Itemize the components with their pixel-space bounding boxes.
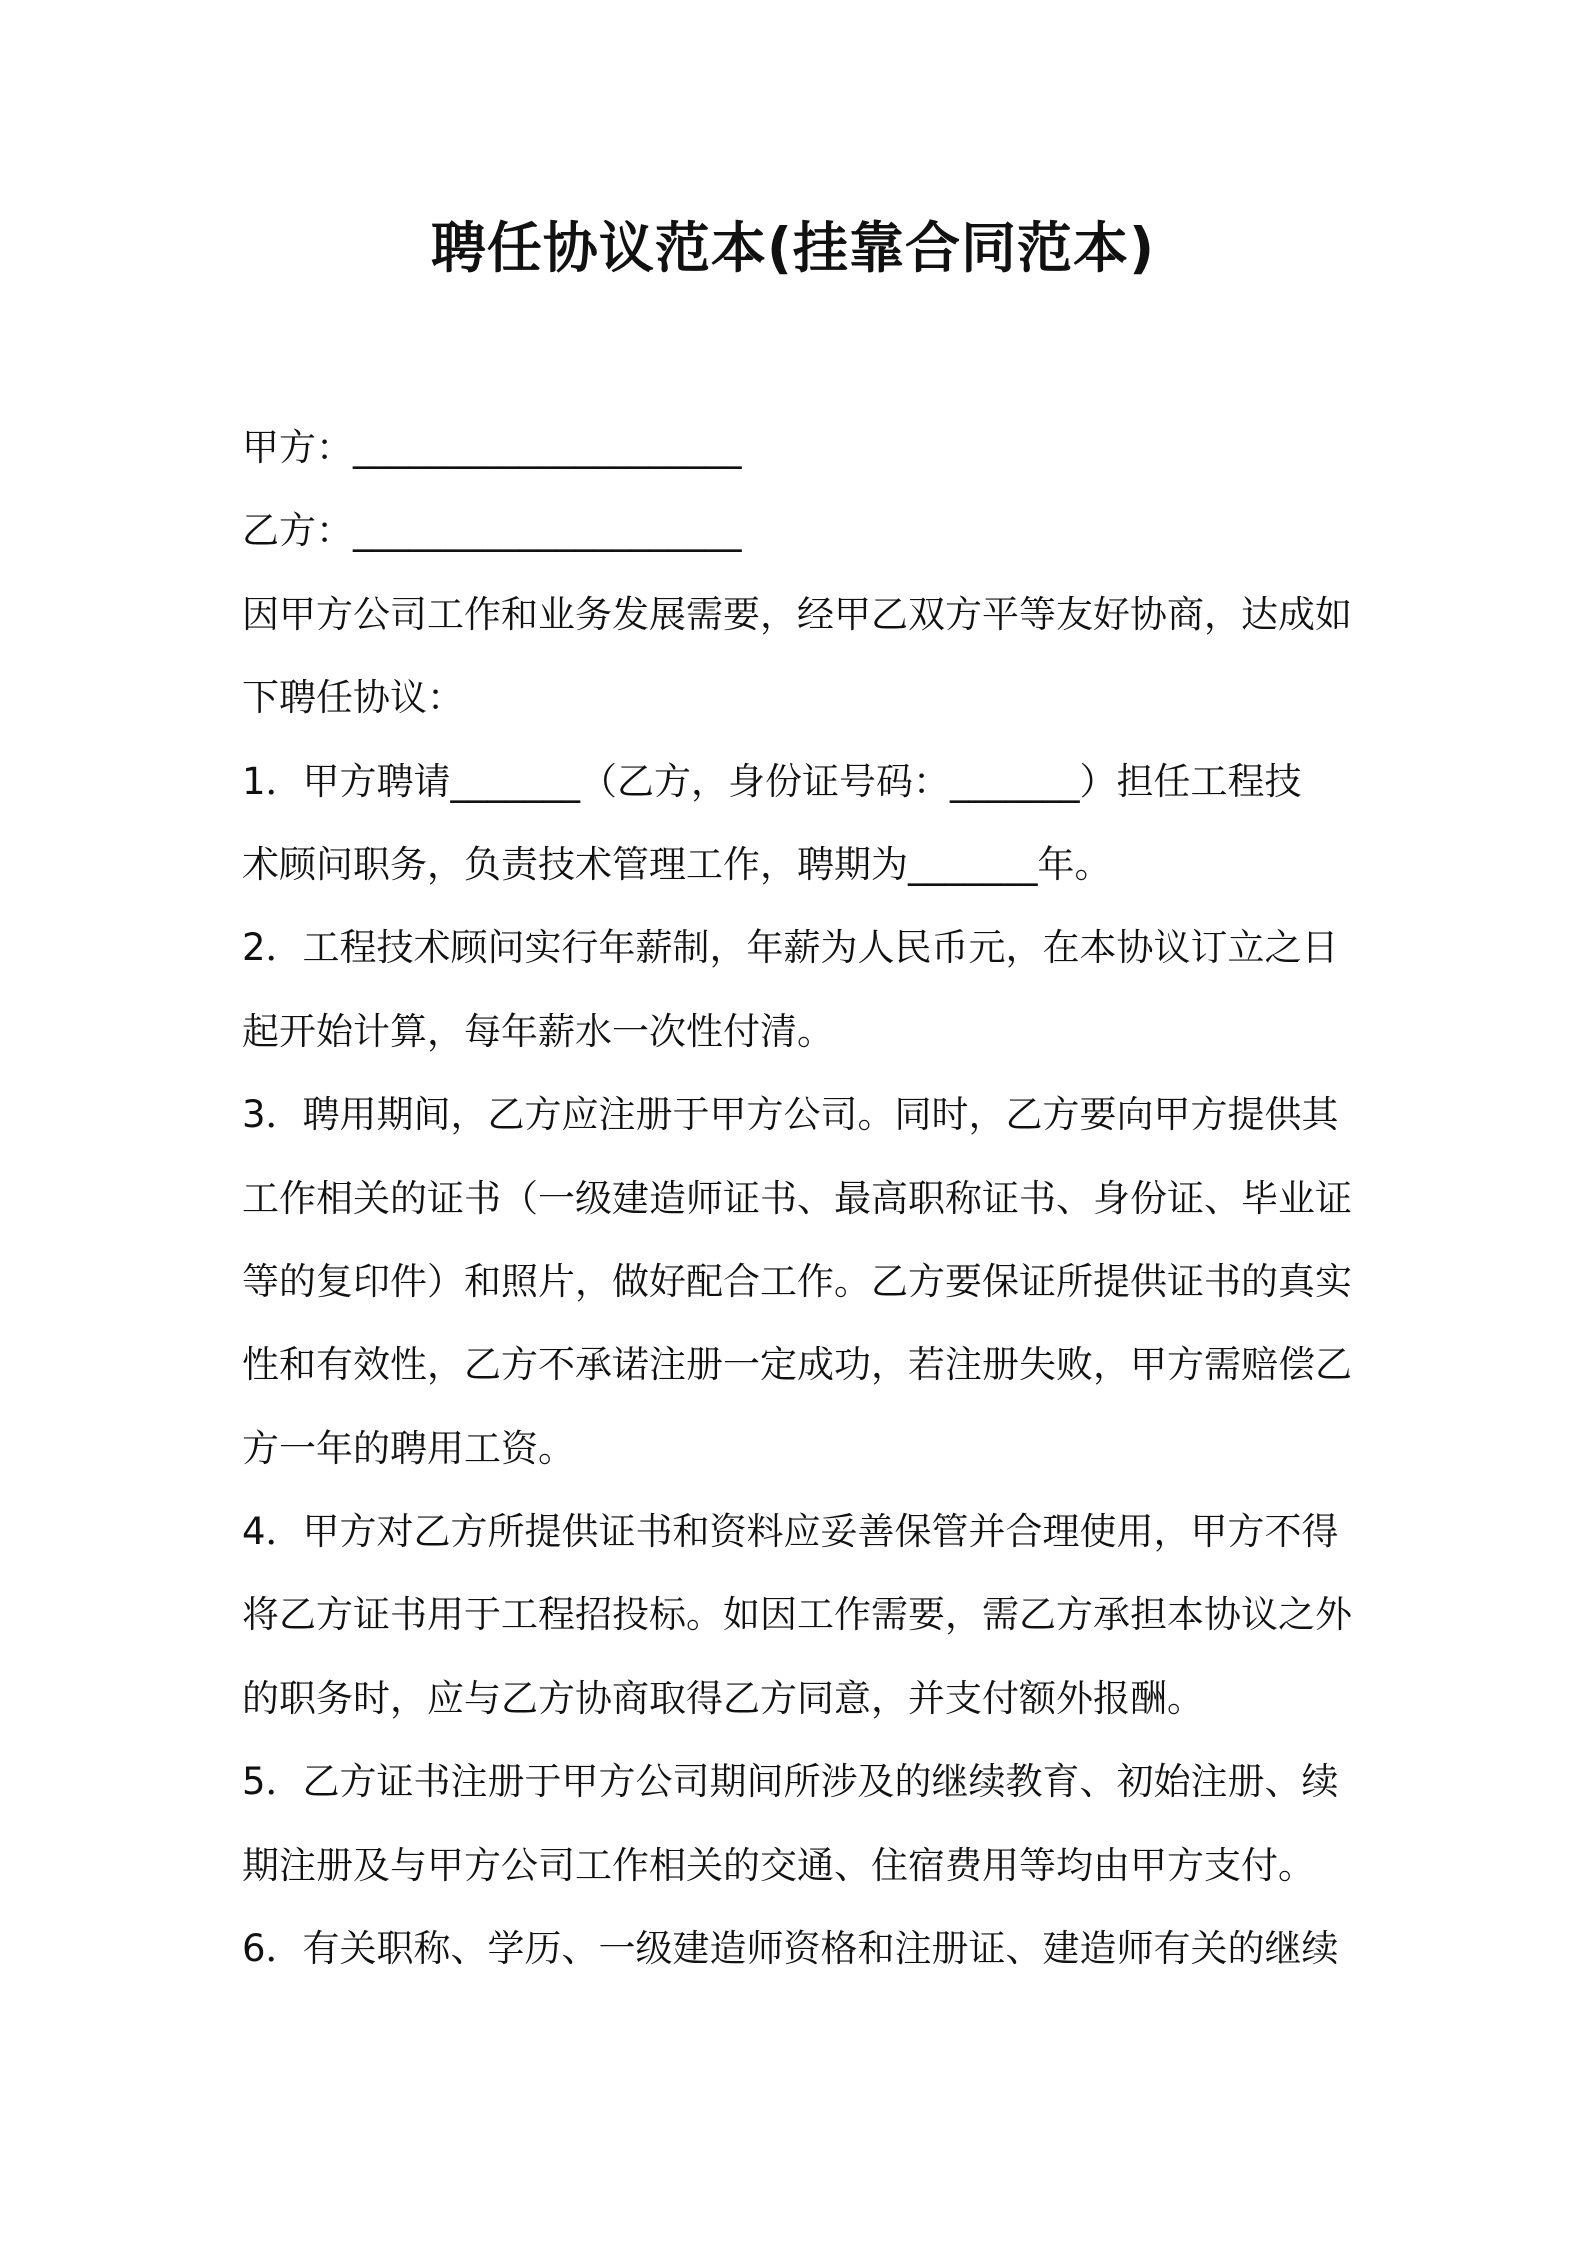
clause-3-line: 方一年的聘用工资。 [242, 1426, 575, 1470]
body-line: 下聘任协议： [242, 676, 464, 720]
clause-3-line: 工作相关的证书（一级建造师证书、最高职称证书、身份证、毕业证 [242, 1176, 1352, 1220]
clause-2-line: 起开始计算，每年薪水一次性付清。 [242, 1009, 834, 1053]
clause-3-line: 3．聘用期间，乙方应注册于甲方公司。同时，乙方要向甲方提供其 [242, 1093, 1339, 1137]
body-line: 因甲方公司工作和业务发展需要，经甲乙双方平等友好协商，达成如 [242, 592, 1352, 636]
clause-3-line: 性和有效性，乙方不承诺注册一定成功，若注册失败，甲方需赔偿乙 [242, 1343, 1352, 1387]
clause-3-line: 等的复印件）和照片，做好配合工作。乙方要保证所提供证书的真实 [242, 1259, 1352, 1303]
clause-5-line: 5．乙方证书注册于甲方公司期间所涉及的继续教育、初始注册、续 [242, 1760, 1339, 1804]
clause-5-line: 期注册及与甲方公司工作相关的交通、住宿费用等均由甲方支付。 [242, 1843, 1315, 1887]
clause-6-line: 6．有关职称、学历、一级建造师资格和注册证、建造师有关的继续 [242, 1927, 1339, 1971]
document-title: 聘任协议范本(挂靠合同范本) [430, 216, 1156, 280]
clause-4-line: 将乙方证书用于工程招投标。如因工作需要，需乙方承担本协议之外 [242, 1593, 1352, 1637]
clause-1-line: 术顾问职务，负责技术管理工作，聘期为_______年。 [242, 842, 1112, 886]
party-b-line: 乙方：_____________________ [242, 509, 742, 553]
party-a-line: 甲方：_____________________ [242, 426, 742, 469]
clause-4-line: 的职务时，应与乙方协商取得乙方同意，并支付额外报酬。 [242, 1676, 1204, 1720]
clause-4-line: 4．甲方对乙方所提供证书和资料应妥善保管并合理使用，甲方不得 [242, 1510, 1339, 1554]
clause-2-line: 2．工程技术顾问实行年薪制，年薪为人民币元，在本协议订立之日 [242, 926, 1339, 970]
document-body [242, 406, 1358, 1990]
clause-1-line: 1．甲方聘请_______（乙方，身份证号码：_______）担任工程技 [242, 759, 1302, 803]
